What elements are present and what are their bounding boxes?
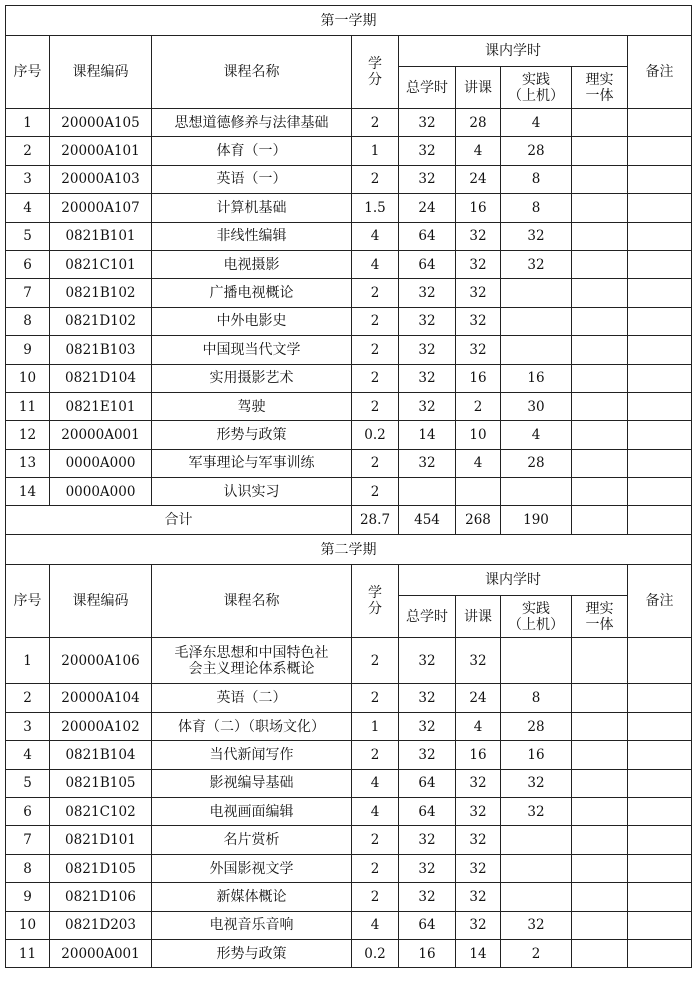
cell-total-hours: 32 [399, 307, 456, 335]
cell-lecture: 24 [456, 684, 501, 712]
cell-integrated [572, 798, 628, 826]
cell-seq: 9 [6, 883, 50, 911]
table-row [6, 222, 692, 250]
cell-practice [501, 279, 572, 307]
cell-credit: 2 [352, 449, 399, 477]
cell-code: 0821B103 [50, 336, 152, 364]
cell-seq: 13 [6, 449, 50, 477]
cell-total-hours: 32 [399, 684, 456, 712]
cell-credit: 2 [352, 307, 399, 335]
cell-total-hours [399, 478, 456, 506]
cell-notes [628, 222, 692, 250]
cell-notes [628, 769, 692, 797]
cell-practice: 4 [501, 109, 572, 137]
cell-lecture: 28 [456, 109, 501, 137]
table-row [6, 449, 692, 477]
cell-practice: 32 [501, 911, 572, 939]
cell-credit: 2 [352, 638, 399, 684]
header-notes: 备注 [628, 565, 692, 638]
cell-name: 体育（一） [152, 137, 352, 165]
cell-code: 20000A102 [50, 712, 152, 740]
cell-integrated [572, 279, 628, 307]
semester-title-row [6, 535, 692, 565]
cell-name: 英语（二） [152, 684, 352, 712]
table-row [6, 336, 692, 364]
table-row [6, 364, 692, 392]
cell-integrated [572, 307, 628, 335]
cell-integrated [572, 769, 628, 797]
cell-practice: 16 [501, 741, 572, 769]
cell-seq: 1 [6, 638, 50, 684]
cell-lecture: 32 [456, 336, 501, 364]
cell-code: 0000A000 [50, 478, 152, 506]
cell-total-hours: 32 [399, 364, 456, 392]
cell-code: 20000A106 [50, 638, 152, 684]
header-credit: 学 分 [352, 36, 399, 109]
cell-practice [501, 854, 572, 882]
cell-integrated [572, 222, 628, 250]
cell-lecture: 32 [456, 883, 501, 911]
table-row [6, 250, 692, 278]
total-hours: 454 [399, 506, 456, 535]
header-code: 课程编码 [50, 36, 152, 109]
cell-total-hours: 32 [399, 279, 456, 307]
cell-credit: 1 [352, 137, 399, 165]
header-lecture: 讲课 [456, 67, 501, 109]
cell-name: 电视画面编辑 [152, 798, 352, 826]
cell-notes [628, 854, 692, 882]
cell-practice: 8 [501, 194, 572, 222]
cell-integrated [572, 741, 628, 769]
cell-credit: 4 [352, 222, 399, 250]
semester-title-row [6, 6, 692, 36]
cell-integrated [572, 826, 628, 854]
total-label: 合计 [6, 506, 352, 535]
cell-integrated [572, 939, 628, 967]
cell-total-hours: 32 [399, 336, 456, 364]
table-row [6, 939, 692, 967]
total-notes [628, 506, 692, 535]
cell-credit: 2 [352, 165, 399, 193]
header-total-hours: 总学时 [399, 67, 456, 109]
cell-credit: 2 [352, 364, 399, 392]
cell-total-hours: 32 [399, 712, 456, 740]
cell-name: 英语（一） [152, 165, 352, 193]
cell-seq: 8 [6, 307, 50, 335]
cell-seq: 3 [6, 165, 50, 193]
cell-total-hours: 32 [399, 137, 456, 165]
cell-code: 0821B101 [50, 222, 152, 250]
cell-credit: 2 [352, 741, 399, 769]
table-row [6, 165, 692, 193]
cell-name: 实用摄影艺术 [152, 364, 352, 392]
cell-name: 形势与政策 [152, 939, 352, 967]
table-row [6, 712, 692, 740]
cell-notes [628, 307, 692, 335]
cell-total-hours: 32 [399, 826, 456, 854]
cell-seq: 5 [6, 769, 50, 797]
cell-code: 20000A101 [50, 137, 152, 165]
cell-credit: 0.2 [352, 421, 399, 449]
cell-code: 20000A001 [50, 939, 152, 967]
header-name: 课程名称 [152, 565, 352, 638]
cell-lecture: 32 [456, 307, 501, 335]
semester-title: 第二学期 [6, 535, 692, 565]
cell-lecture: 16 [456, 364, 501, 392]
cell-total-hours: 64 [399, 798, 456, 826]
curriculum-table [5, 5, 692, 968]
cell-notes [628, 826, 692, 854]
cell-practice: 8 [501, 684, 572, 712]
cell-notes [628, 939, 692, 967]
cell-code: 20000A105 [50, 109, 152, 137]
header-credit: 学 分 [352, 565, 399, 638]
cell-credit: 4 [352, 250, 399, 278]
cell-lecture: 4 [456, 449, 501, 477]
cell-seq: 14 [6, 478, 50, 506]
cell-practice: 32 [501, 250, 572, 278]
cell-name: 当代新闻写作 [152, 741, 352, 769]
cell-lecture: 32 [456, 638, 501, 684]
cell-lecture: 32 [456, 769, 501, 797]
cell-notes [628, 165, 692, 193]
cell-practice: 28 [501, 137, 572, 165]
header-seq: 序号 [6, 565, 50, 638]
header-practice: 实践 （上机） [501, 67, 572, 109]
cell-total-hours: 32 [399, 449, 456, 477]
cell-practice [501, 826, 572, 854]
cell-notes [628, 449, 692, 477]
table-row [6, 392, 692, 420]
header-practice: 实践 （上机） [501, 596, 572, 638]
cell-name: 军事理论与军事训练 [152, 449, 352, 477]
table-row [6, 798, 692, 826]
cell-notes [628, 421, 692, 449]
cell-integrated [572, 364, 628, 392]
cell-name: 体育（二）（职场文化） [152, 712, 352, 740]
cell-code: 20000A104 [50, 684, 152, 712]
cell-lecture: 32 [456, 798, 501, 826]
cell-code: 0000A000 [50, 449, 152, 477]
cell-name: 毛泽东思想和中国特色社 会主义理论体系概论 [152, 638, 352, 684]
cell-credit: 2 [352, 478, 399, 506]
header-row [6, 565, 692, 596]
table-row [6, 769, 692, 797]
cell-notes [628, 392, 692, 420]
cell-notes [628, 883, 692, 911]
cell-code: 0821D104 [50, 364, 152, 392]
cell-name: 电视音乐音响 [152, 911, 352, 939]
cell-code: 20000A001 [50, 421, 152, 449]
cell-integrated [572, 638, 628, 684]
cell-practice [501, 883, 572, 911]
cell-notes [628, 279, 692, 307]
cell-code: 0821D101 [50, 826, 152, 854]
cell-credit: 1.5 [352, 194, 399, 222]
cell-credit: 2 [352, 883, 399, 911]
header-total-hours: 总学时 [399, 596, 456, 638]
table-row [6, 854, 692, 882]
cell-integrated [572, 883, 628, 911]
cell-name: 思想道德修养与法律基础 [152, 109, 352, 137]
cell-name: 外国影视文学 [152, 854, 352, 882]
cell-credit: 2 [352, 336, 399, 364]
cell-seq: 7 [6, 279, 50, 307]
cell-seq: 3 [6, 712, 50, 740]
cell-seq: 1 [6, 109, 50, 137]
cell-total-hours: 32 [399, 854, 456, 882]
cell-total-hours: 32 [399, 741, 456, 769]
cell-integrated [572, 449, 628, 477]
table-row [6, 194, 692, 222]
cell-seq: 2 [6, 137, 50, 165]
cell-code: 0821D106 [50, 883, 152, 911]
cell-integrated [572, 137, 628, 165]
table-row [6, 883, 692, 911]
cell-notes [628, 911, 692, 939]
table-row [6, 279, 692, 307]
header-seq: 序号 [6, 36, 50, 109]
cell-lecture: 16 [456, 741, 501, 769]
table-row [6, 826, 692, 854]
cell-name: 电视摄影 [152, 250, 352, 278]
cell-code: 0821E101 [50, 392, 152, 420]
cell-seq: 6 [6, 250, 50, 278]
table-row [6, 684, 692, 712]
cell-code: 20000A107 [50, 194, 152, 222]
cell-practice: 32 [501, 798, 572, 826]
cell-integrated [572, 392, 628, 420]
cell-integrated [572, 854, 628, 882]
cell-practice: 32 [501, 769, 572, 797]
cell-notes [628, 638, 692, 684]
cell-notes [628, 478, 692, 506]
cell-total-hours: 64 [399, 769, 456, 797]
cell-name: 计算机基础 [152, 194, 352, 222]
cell-total-hours: 64 [399, 222, 456, 250]
header-name: 课程名称 [152, 36, 352, 109]
cell-seq: 2 [6, 684, 50, 712]
cell-practice: 32 [501, 222, 572, 250]
cell-lecture: 32 [456, 222, 501, 250]
header-integrated: 理实 一体 [572, 67, 628, 109]
cell-credit: 2 [352, 392, 399, 420]
cell-practice: 28 [501, 712, 572, 740]
cell-practice: 8 [501, 165, 572, 193]
cell-integrated [572, 250, 628, 278]
cell-total-hours: 32 [399, 883, 456, 911]
cell-credit: 2 [352, 684, 399, 712]
cell-code: 0821B102 [50, 279, 152, 307]
cell-notes [628, 684, 692, 712]
cell-seq: 11 [6, 392, 50, 420]
table-row [6, 137, 692, 165]
header-row [6, 36, 692, 67]
header-hours-group: 课内学时 [399, 36, 628, 67]
cell-notes [628, 364, 692, 392]
table-row [6, 911, 692, 939]
cell-lecture: 2 [456, 392, 501, 420]
cell-practice: 4 [501, 421, 572, 449]
cell-seq: 9 [6, 336, 50, 364]
cell-notes [628, 194, 692, 222]
cell-lecture: 24 [456, 165, 501, 193]
cell-seq: 8 [6, 854, 50, 882]
cell-seq: 6 [6, 798, 50, 826]
cell-seq: 4 [6, 741, 50, 769]
cell-practice [501, 336, 572, 364]
cell-seq: 5 [6, 222, 50, 250]
cell-practice [501, 478, 572, 506]
header-code: 课程编码 [50, 565, 152, 638]
header-notes: 备注 [628, 36, 692, 109]
table-row [6, 741, 692, 769]
cell-lecture: 4 [456, 137, 501, 165]
cell-name: 形势与政策 [152, 421, 352, 449]
header-lecture: 讲课 [456, 596, 501, 638]
total-practice: 190 [501, 506, 572, 535]
table-row [6, 638, 692, 684]
cell-name: 非线性编辑 [152, 222, 352, 250]
cell-integrated [572, 478, 628, 506]
cell-total-hours: 14 [399, 421, 456, 449]
cell-notes [628, 250, 692, 278]
cell-name: 广播电视概论 [152, 279, 352, 307]
cell-credit: 2 [352, 109, 399, 137]
cell-integrated [572, 165, 628, 193]
cell-credit: 2 [352, 854, 399, 882]
cell-total-hours: 32 [399, 165, 456, 193]
cell-lecture: 32 [456, 911, 501, 939]
table-row [6, 307, 692, 335]
total-integrated [572, 506, 628, 535]
table-row [6, 109, 692, 137]
cell-practice [501, 638, 572, 684]
cell-credit: 4 [352, 911, 399, 939]
cell-notes [628, 336, 692, 364]
cell-practice [501, 307, 572, 335]
cell-credit: 4 [352, 769, 399, 797]
cell-lecture: 16 [456, 194, 501, 222]
cell-name: 新媒体概论 [152, 883, 352, 911]
table-row [6, 478, 692, 506]
cell-total-hours: 64 [399, 250, 456, 278]
header-integrated: 理实 一体 [572, 596, 628, 638]
cell-credit: 0.2 [352, 939, 399, 967]
semester-title: 第一学期 [6, 6, 692, 36]
cell-seq: 10 [6, 911, 50, 939]
total-row [6, 506, 692, 535]
cell-code: 0821C101 [50, 250, 152, 278]
cell-integrated [572, 194, 628, 222]
cell-name: 认识实习 [152, 478, 352, 506]
cell-code: 20000A103 [50, 165, 152, 193]
cell-credit: 2 [352, 279, 399, 307]
cell-credit: 2 [352, 826, 399, 854]
cell-notes [628, 137, 692, 165]
cell-lecture: 14 [456, 939, 501, 967]
cell-lecture: 32 [456, 826, 501, 854]
header-hours-group: 课内学时 [399, 565, 628, 596]
cell-code: 0821D102 [50, 307, 152, 335]
cell-seq: 12 [6, 421, 50, 449]
cell-seq: 4 [6, 194, 50, 222]
cell-integrated [572, 911, 628, 939]
cell-lecture: 32 [456, 250, 501, 278]
cell-total-hours: 32 [399, 109, 456, 137]
cell-code: 0821C102 [50, 798, 152, 826]
cell-notes [628, 109, 692, 137]
cell-seq: 11 [6, 939, 50, 967]
cell-seq: 10 [6, 364, 50, 392]
cell-total-hours: 64 [399, 911, 456, 939]
cell-total-hours: 32 [399, 392, 456, 420]
cell-lecture: 10 [456, 421, 501, 449]
cell-integrated [572, 421, 628, 449]
cell-name: 影视编导基础 [152, 769, 352, 797]
cell-lecture: 32 [456, 854, 501, 882]
cell-code: 0821B104 [50, 741, 152, 769]
cell-lecture: 4 [456, 712, 501, 740]
curriculum-document [5, 5, 691, 968]
cell-total-hours: 32 [399, 638, 456, 684]
cell-practice: 16 [501, 364, 572, 392]
cell-notes [628, 741, 692, 769]
cell-credit: 1 [352, 712, 399, 740]
cell-name: 名片赏析 [152, 826, 352, 854]
cell-total-hours: 16 [399, 939, 456, 967]
cell-practice: 30 [501, 392, 572, 420]
cell-notes [628, 712, 692, 740]
cell-integrated [572, 712, 628, 740]
cell-credit: 4 [352, 798, 399, 826]
cell-integrated [572, 109, 628, 137]
cell-practice: 2 [501, 939, 572, 967]
cell-integrated [572, 684, 628, 712]
cell-lecture: 32 [456, 279, 501, 307]
cell-practice: 28 [501, 449, 572, 477]
cell-lecture [456, 478, 501, 506]
total-lecture: 268 [456, 506, 501, 535]
total-credit: 28.7 [352, 506, 399, 535]
cell-name: 中国现当代文学 [152, 336, 352, 364]
cell-name: 中外电影史 [152, 307, 352, 335]
cell-code: 0821D105 [50, 854, 152, 882]
cell-name: 驾驶 [152, 392, 352, 420]
table-row [6, 421, 692, 449]
cell-integrated [572, 336, 628, 364]
cell-notes [628, 798, 692, 826]
cell-code: 0821D203 [50, 911, 152, 939]
cell-seq: 7 [6, 826, 50, 854]
cell-code: 0821B105 [50, 769, 152, 797]
cell-total-hours: 24 [399, 194, 456, 222]
